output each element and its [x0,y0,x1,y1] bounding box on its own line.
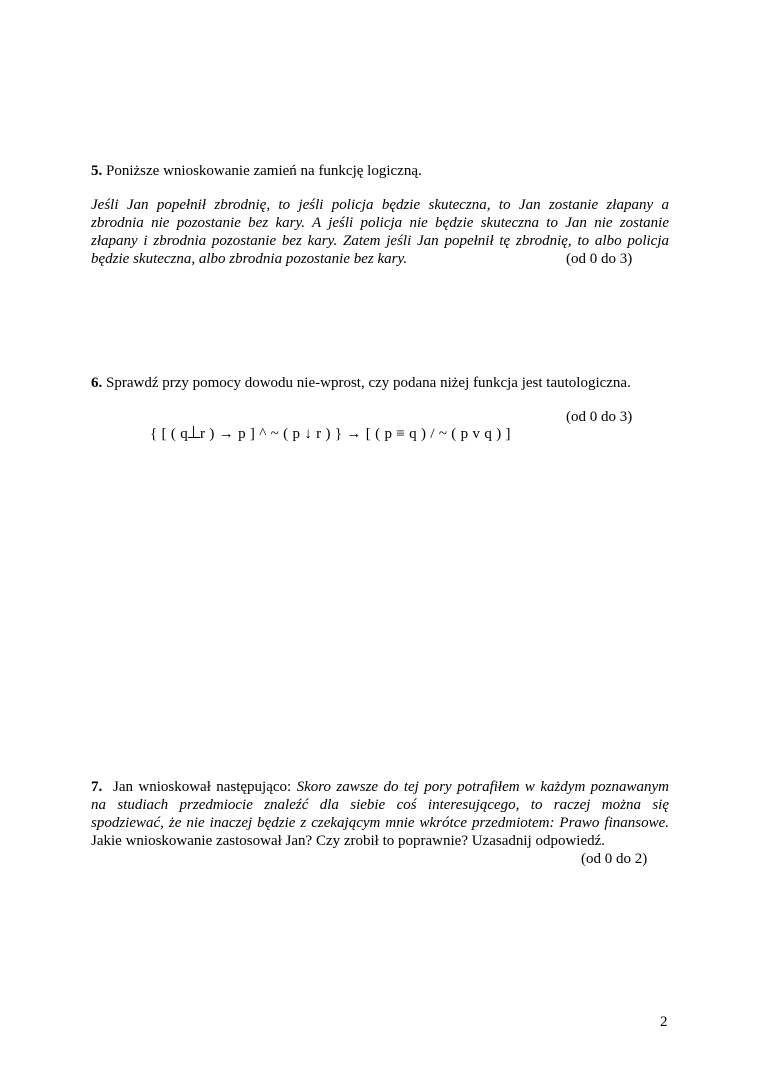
task-6-number: 6. [91,375,103,391]
task-6-heading [91,374,691,392]
task-7-question: Jakie wnioskowanie zastosował Jan? Czy zrobił to poprawnie? Uzasadnij odpowiedź. [91,833,606,849]
task-7-intro: Jan wnioskował następująco: [113,779,292,795]
up-tack-icon [188,426,200,440]
task-7-quote: na studiach przedmiocie znaleźć dla siebie coś interesującego, to raczej można się [91,797,669,813]
task-5-number: 5. [91,163,103,179]
task-5-title: Poniższe wnioskowanie zamień na funkcję logiczną. [106,163,422,179]
task-5-points: (od 0 do 3) [566,251,633,267]
task-5-line: będzie skuteczna, albo zbrodnia pozostanie bez kary. [91,251,408,267]
task-6-formula [150,425,511,443]
task-7-quote: Skoro zawsze do tej pory potrafiłem w każdym poznawanym [296,779,670,795]
task-5-heading [91,162,669,180]
page-number: 2 [660,1014,668,1030]
task-7-number: 7. [91,779,103,795]
task-6-title: Sprawdź przy pomocy dowodu nie-wprost, czy podana niżej funkcja jest tautologiczna. [106,375,631,391]
task-5-line: zbrodnia nie pozostanie bez kary. A jeśli policja nie będzie skuteczna to Jan nie zostanie [91,215,669,231]
formula-rest: r ) → p ] ^ ~ ( p ↓ r ) } → [ ( p ≡ q ) / ~ ( p v q ) ] [200,426,511,442]
task-5-line: złapany i zbrodnia pozostanie bez kary. Zatem jeśli Jan popełnił tę zbrodnię, to albo policja [91,233,669,249]
formula-start: { [ ( q [150,426,189,442]
task-7-quote: spodziewać, że nie inaczej będzie z czekającym mnie wkrótce przedmiotem: Prawo finansowe. [91,815,669,831]
task-6-points: (od 0 do 3) [566,409,633,425]
task-7-points: (od 0 do 2) [581,851,648,867]
task-7-line-1 [91,778,669,796]
task-7-body [91,778,669,850]
task-5-line: Jeśli Jan popełnił zbrodnię, to jeśli policja będzie skuteczna, to Jan zostanie złapany a [91,197,669,213]
